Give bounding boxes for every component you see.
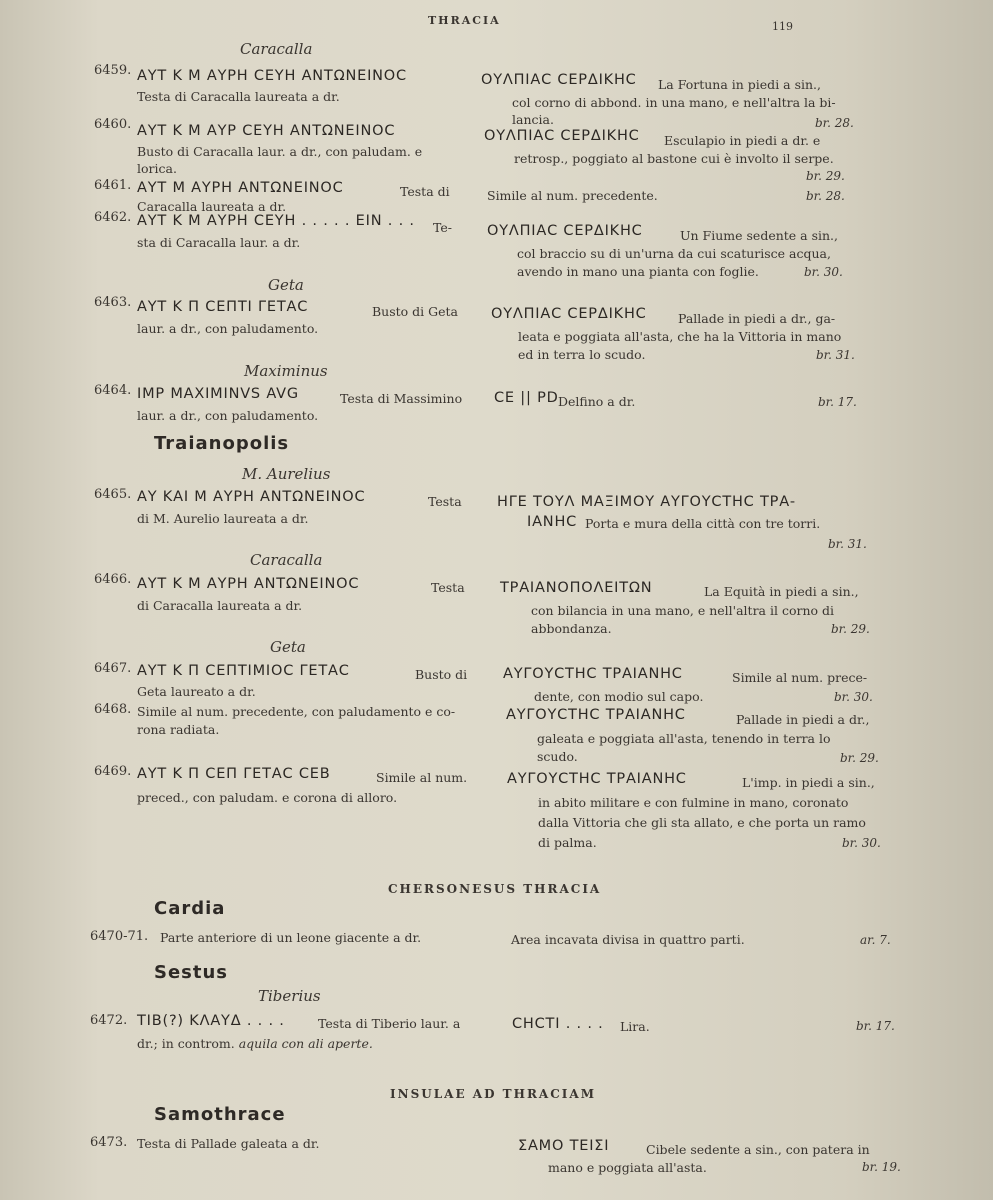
entry-number: 6462. bbox=[94, 210, 132, 225]
reverse-description: galeata e poggiata all'asta, tenendo in terra lo bbox=[537, 731, 831, 746]
obverse-description: di M. Aurelio laureata a dr. bbox=[137, 511, 309, 526]
reverse-description: Area incavata divisa in quattro parti. bbox=[511, 932, 745, 947]
reverse-description: avendo in mano una pianta con foglie. bbox=[517, 264, 759, 279]
obverse-description: laur. a dr., con paludamento. bbox=[137, 408, 319, 423]
metal-size: br. 30. bbox=[842, 836, 881, 850]
reverse-legend: ΟΥΛΠΙΑC CΕΡΔΙΚΗC bbox=[491, 306, 647, 322]
obverse-description: Testa di Pallade galeata a dr. bbox=[137, 1136, 320, 1151]
entry-number: 6464. bbox=[94, 383, 132, 398]
reverse-description: di palma. bbox=[538, 835, 597, 850]
ruler-heading: Geta bbox=[268, 276, 304, 294]
obverse-legend: ΑΥΤ Κ Μ ΑΥΡΗ CΕΥΗ . . . . . ΕΙΝ . . . bbox=[137, 213, 415, 229]
ruler-heading: Caracalla bbox=[250, 551, 323, 569]
obverse-description: Busto di Geta bbox=[372, 304, 459, 319]
obverse-description: Simile al num. precedente, con paludamento e co- bbox=[137, 704, 456, 719]
reverse-description: La Fortuna in piedi a sin., bbox=[658, 77, 821, 92]
obverse-description: Busto di bbox=[415, 667, 468, 682]
metal-size: br. 29. bbox=[831, 622, 870, 636]
obverse-legend: ΑΥΤ Μ ΑΥΡΗ ΑΝΤΩΝΕΙΝΟC bbox=[137, 180, 344, 196]
metal-size: br. 28. bbox=[806, 189, 845, 203]
obverse-description: Testa di Caracalla laureata a dr. bbox=[137, 89, 340, 104]
reverse-legend: ΟΥΛΠΙΑC CΕΡΔΙΚΗC bbox=[481, 72, 637, 88]
reverse-description: lancia. bbox=[512, 112, 554, 127]
reverse-description: ed in terra lo scudo. bbox=[518, 347, 646, 362]
obverse-description: Simile al num. bbox=[376, 770, 468, 785]
city-heading: Samothrace bbox=[154, 1104, 286, 1125]
running-title: THRACIA bbox=[428, 14, 501, 27]
reverse-description: Simile al num. prece- bbox=[732, 670, 868, 685]
obverse-legend: ΑΥΤ Κ Μ ΑΥΡΗ CΕΥΗ ΑΝΤΩΝΕΙΝΟC bbox=[137, 68, 407, 84]
reverse-description: Cibele sedente a sin., con patera in bbox=[646, 1142, 870, 1157]
obverse-description bbox=[137, 1036, 373, 1051]
obverse-description: Testa bbox=[431, 580, 465, 595]
reverse-description: Un Fiume sedente a sin., bbox=[680, 228, 838, 243]
city-heading: Cardia bbox=[154, 898, 226, 919]
reverse-legend: ΑΥΓΟΥCΤΗC ΤΡΑΙΑΝΗC bbox=[503, 666, 683, 682]
reverse-description: retrosp., poggiato al bastone cui è involto il serpe. bbox=[514, 151, 834, 166]
obverse-description: rona radiata. bbox=[137, 722, 220, 737]
obverse-legend: ΑΥΤ Κ Μ ΑΥΡ CΕΥΗ ΑΝΤΩΝΕΙΝΟC bbox=[137, 123, 396, 139]
ruler-heading: M. Aurelius bbox=[242, 465, 331, 483]
reverse-legend: ΑΥΓΟΥCΤΗC ΤΡΑΙΑΝΗC bbox=[506, 707, 686, 723]
reverse-description: Pallade in piedi a dr., bbox=[736, 712, 870, 727]
obverse-legend: ΑΥΤ Κ Μ ΑΥΡΗ ΑΝΤΩΝΕΙΝΟC bbox=[137, 576, 360, 592]
reverse-description: in abito militare e con fulmine in mano, coronato bbox=[538, 795, 849, 810]
reverse-description: Porta e mura della città con tre torri. bbox=[585, 516, 821, 531]
countermark-description: aquila con ali aperte. bbox=[238, 1036, 373, 1051]
ruler-heading: Maximinus bbox=[244, 362, 328, 380]
reverse-legend: ΟΥΛΠΙΑC CΕΡΔΙΚΗC bbox=[484, 128, 640, 144]
obverse-description: Caracalla laureata a dr. bbox=[137, 199, 287, 214]
metal-size: ar. 7. bbox=[860, 933, 891, 947]
metal-size: br. 17. bbox=[818, 395, 857, 409]
obverse-legend: ΑΥΤ Κ Π CΕΠ ΓΕΤΑC CΕΒ bbox=[137, 766, 331, 782]
ruler-heading: Tiberius bbox=[258, 987, 321, 1005]
reverse-description: dente, con modio sul capo. bbox=[534, 689, 704, 704]
section-heading: CHERSONESUS THRACIA bbox=[388, 882, 602, 896]
page-number: 119 bbox=[772, 20, 793, 33]
entry-number: 6463. bbox=[94, 295, 132, 310]
reverse-legend: ΟΥΛΠΙΑC CΕΡΔΙΚΗC bbox=[487, 223, 643, 239]
obverse-description: Testa di Massimino bbox=[340, 391, 463, 406]
reverse-description: Esculapio in piedi a dr. e bbox=[664, 133, 821, 148]
entry-number: 6466. bbox=[94, 572, 132, 587]
reverse-legend: ΙΑΝΗC bbox=[527, 514, 578, 530]
metal-size: br. 19. bbox=[862, 1160, 901, 1174]
obverse-legend: ΤΙΒ(?) ΚΛΑΥΔ . . . . bbox=[137, 1013, 285, 1029]
reverse-description: abbondanza. bbox=[531, 621, 612, 636]
reverse-legend: CΗCΤΙ . . . . bbox=[512, 1016, 604, 1032]
reverse-description: Simile al num. precedente. bbox=[487, 188, 658, 203]
entry-number: 6472. bbox=[90, 1013, 128, 1028]
entry-number: 6467. bbox=[94, 661, 132, 676]
metal-size: br. 28. bbox=[815, 116, 854, 130]
entry-number: 6468. bbox=[94, 702, 132, 717]
reverse-description: mano e poggiata all'asta. bbox=[548, 1160, 707, 1175]
city-heading: Traianopolis bbox=[154, 433, 290, 454]
section-heading: INSULAE AD THRACIAM bbox=[390, 1087, 596, 1101]
obverse-description: Testa bbox=[428, 494, 462, 509]
obverse-description: di Caracalla laureata a dr. bbox=[137, 598, 303, 613]
entry-number: 6465. bbox=[94, 487, 132, 502]
obverse-description: Geta laureato a dr. bbox=[137, 684, 256, 699]
obverse-description: Testa di bbox=[400, 184, 450, 199]
obverse-description-text: dr.; in controm. bbox=[137, 1036, 235, 1051]
reverse-description: Delfino a dr. bbox=[558, 394, 636, 409]
reverse-description: La Equità in piedi a sin., bbox=[704, 584, 859, 599]
city-heading: Sestus bbox=[154, 962, 229, 983]
reverse-description: Lira. bbox=[620, 1019, 650, 1034]
obverse-legend: ΑΥΤ Κ Π CΕΠΤΙ ΓΕΤΑC bbox=[137, 299, 309, 315]
metal-size: br. 31. bbox=[828, 537, 867, 551]
obverse-legend: ΑΥΤ Κ Π CΕΠΤΙΜΙΟC ΓΕΤΑC bbox=[137, 663, 350, 679]
reverse-legend: ΑΥΓΟΥCΤΗC ΤΡΑΙΑΝΗC bbox=[507, 771, 687, 787]
obverse-description: sta di Caracalla laur. a dr. bbox=[137, 235, 301, 250]
reverse-description: leata e poggiata all'asta, che ha la Vittoria in mano bbox=[518, 329, 842, 344]
obverse-description: Te- bbox=[433, 220, 452, 235]
entry-number: 6459. bbox=[94, 63, 132, 78]
entry-number: 6461. bbox=[94, 178, 132, 193]
metal-size: br. 17. bbox=[856, 1019, 895, 1033]
metal-size: br. 30. bbox=[834, 690, 873, 704]
ruler-heading: Geta bbox=[270, 638, 306, 656]
metal-size: br. 30. bbox=[804, 265, 843, 279]
reverse-legend: ΤΡΑΙΑΝΟΠΟΛΕΙΤΩΝ bbox=[500, 580, 653, 596]
metal-size: br. 29. bbox=[806, 169, 845, 183]
obverse-legend: IMP MAXIMINVS AVG bbox=[137, 386, 299, 402]
ruler-heading: Caracalla bbox=[240, 40, 313, 58]
obverse-legend: ΑΥ ΚΑΙ Μ ΑΥΡΗ ΑΝΤΩΝΕΙΝΟC bbox=[137, 489, 366, 505]
reverse-description: scudo. bbox=[537, 749, 578, 764]
reverse-description: Pallade in piedi a dr., ga- bbox=[678, 311, 836, 326]
reverse-description: L'imp. in piedi a sin., bbox=[742, 775, 875, 790]
obverse-description: Testa di Tiberio laur. a bbox=[318, 1016, 461, 1031]
reverse-legend: ΗΓΕ ΤΟΥΛ ΜΑΞΙΜΟΥ ΑΥΓΟΥCΤΗC ΤΡΑ- bbox=[497, 494, 796, 510]
entry-number: 6470-71. bbox=[90, 929, 149, 944]
entry-number: 6460. bbox=[94, 117, 132, 132]
reverse-description: col braccio su di un'urna da cui scaturisce acqua, bbox=[517, 246, 831, 261]
reverse-description: col corno di abbond. in una mano, e nell'altra la bi- bbox=[512, 95, 836, 110]
reverse-legend: CE || PD bbox=[494, 390, 559, 406]
reverse-description: dalla Vittoria che gli sta allato, e che porta un ramo bbox=[538, 815, 866, 830]
obverse-description: Parte anteriore di un leone giacente a dr. bbox=[160, 930, 422, 945]
reverse-description: con bilancia in una mano, e nell'altra il corno di bbox=[531, 603, 834, 618]
entry-number: 6469. bbox=[94, 764, 132, 779]
reverse-legend: ΣΑΜΟ ΤΕΙΣΙ bbox=[518, 1138, 610, 1154]
metal-size: br. 31. bbox=[816, 348, 855, 362]
metal-size: br. 29. bbox=[840, 751, 879, 765]
entry-number: 6473. bbox=[90, 1135, 128, 1150]
obverse-description: Busto di Caracalla laur. a dr., con paludam. e bbox=[137, 144, 423, 159]
obverse-description: preced., con paludam. e corona di alloro. bbox=[137, 790, 398, 805]
obverse-description: lorica. bbox=[137, 161, 177, 176]
obverse-description: laur. a dr., con paludamento. bbox=[137, 321, 319, 336]
